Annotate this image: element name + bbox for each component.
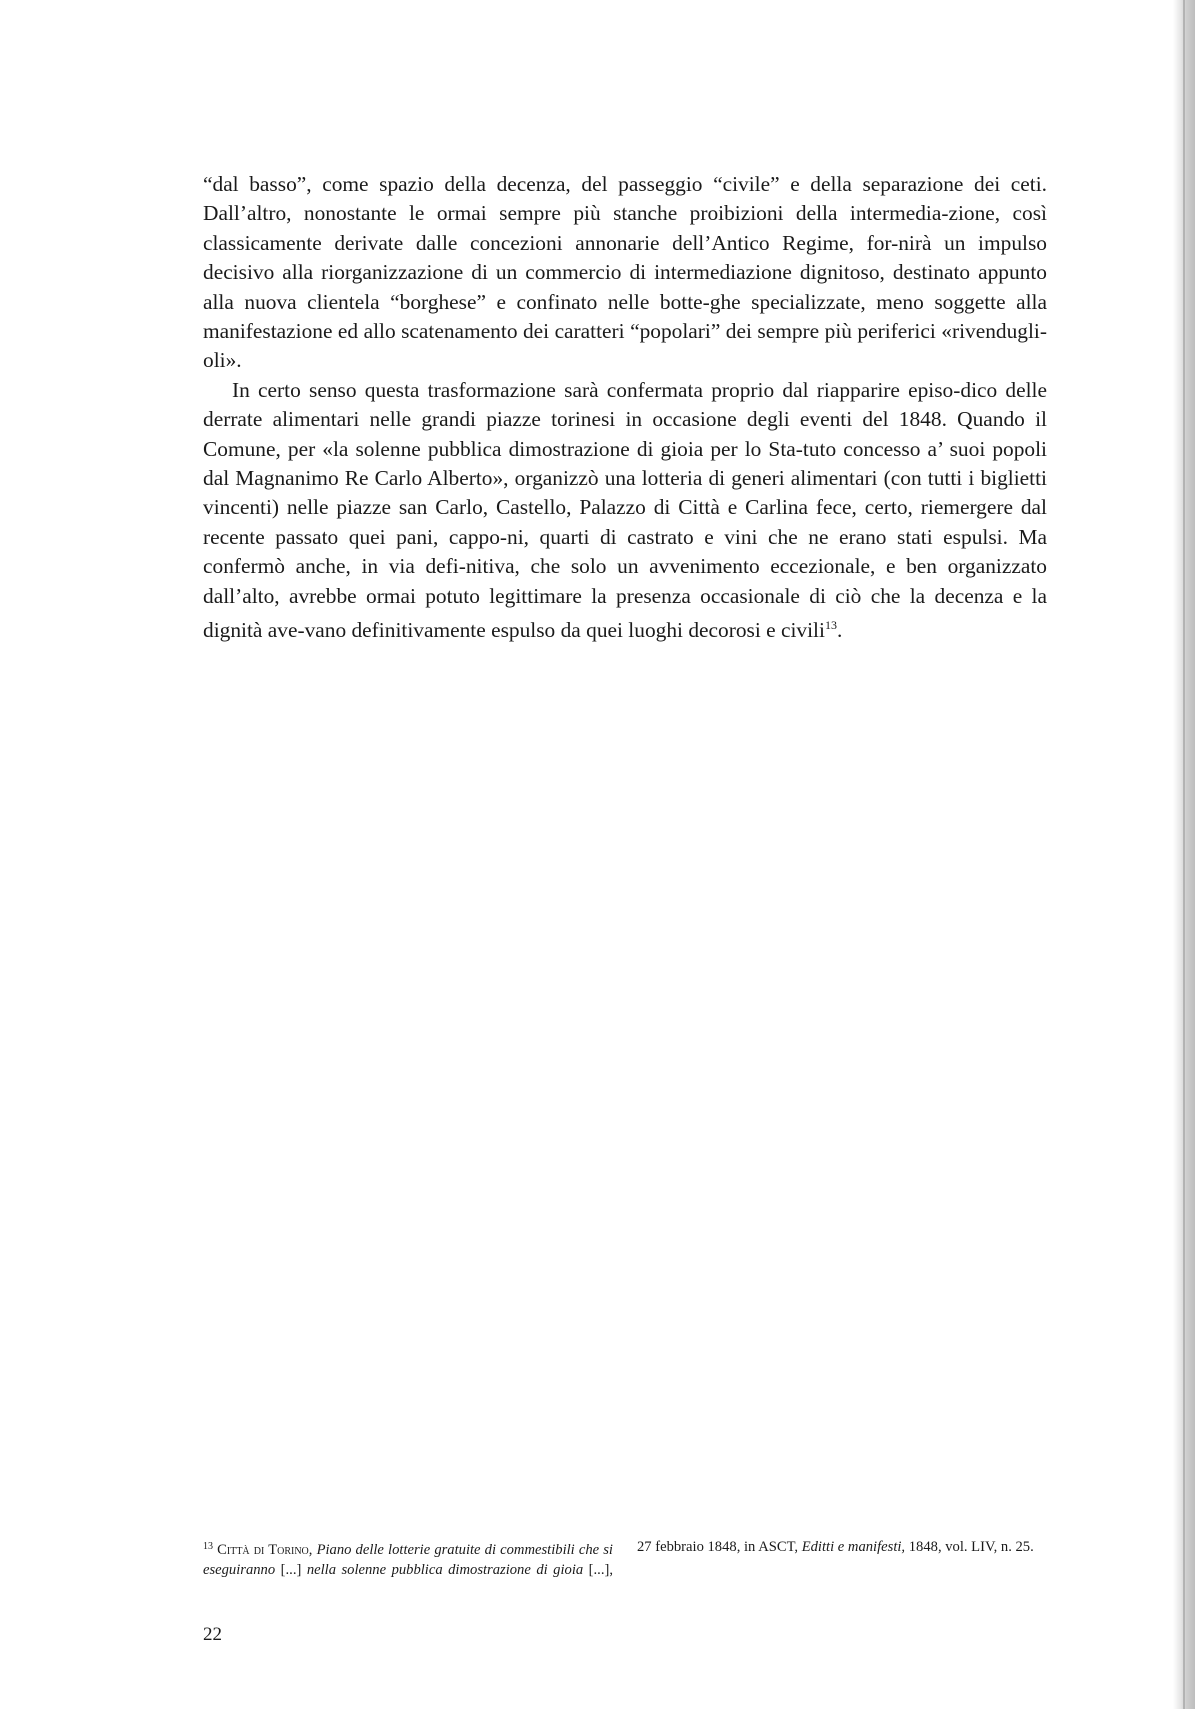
footnote-reference[interactable]: 13 [824, 618, 837, 633]
footnote-title: Piano delle lotterie gratuite di commestibili che si eseguiranno [203, 1542, 613, 1578]
body-text [203, 170, 1047, 646]
footnote-author: Città di Torino, [217, 1542, 313, 1558]
footnote-details: 1848, vol. LIV, n. 25. [908, 1539, 1034, 1555]
footnote-ellipsis-2: [...], [588, 1562, 613, 1578]
page-gutter-line [1183, 0, 1185, 1709]
footnote-collection: Editti e manifesti, [801, 1539, 906, 1555]
paragraph-2-text: In certo senso questa trasformazione sarà confermata proprio dal riapparire episo-dico delle derrate alimentari nelle grandi piazze torinesi in occasione degli eventi del 1848. Quando il Comune, per «la solenne pubblica dimostrazione di gioia per lo Sta-tuto concesso a’ suoi popoli dal Magnanimo Re Carlo Alberto», organizzò una lotteria di generi alimentari (con tutti i biglietti vincenti) nelle piazze san Carlo, Castello, Palazzo di Città e Carlina fece, certo, riemergere dal recente passato quei pani, cappo-ni, quarti di castrato e vini che ne erano stati espulsi. Ma confermò anche, in via defi-nitiva, che solo un avvenimento eccezionale, e ben organizzato dall’alto, avrebbe ormai potuto legittimare la presenza occasionale di ciò che la decenza e la dignità ave-vano definitivamente espulso da quei luoghi decorosi e civili [203, 377, 1047, 643]
page-number: 22 [203, 1624, 222, 1645]
footnote-title-2: nella solenne pubblica dimostrazione di gioia [306, 1562, 584, 1578]
paragraph-2: In certo senso questa trasformazione sarà confermata proprio dal riapparire episo-dico delle derrate alimentari nelle grandi piazze torinesi in occasione degli eventi del 1848. Quando il Comune, per «la solenne pubblica dimostrazione di gioia per lo Sta-tuto concesso a’ suoi popoli dal Magnanimo Re Carlo Alberto», organizzò una lotteria di generi alimentari (con tutti i biglietti vincenti) nelle piazze san Carlo, Castello, Palazzo di Città e Carlina fece, certo, riemergere dal recente passato quei pani, cappo-ni, quarti di castrato e vini che ne erano stati espulsi. Ma confermò anche, in via defi-nitiva, che solo un avvenimento eccezionale, e ben organizzato dall’alto, avrebbe ormai potuto legittimare la presenza occasionale di ciò che la decenza e la dignità ave-vano definitivamente espulso da quei luoghi decorosi e civili$^{13}$. [203, 377, 1047, 643]
footnote-ellipsis-1: [...] [280, 1562, 302, 1578]
footnote-13 [203, 1537, 1047, 1580]
footnote-number: 13 [203, 1541, 213, 1552]
paragraph-1: “dal basso”, come spazio della decenza, del passeggio “civile” e della separazione dei ceti. Dall’altro, nonostante le ormai sempre più stanche proibizioni della intermedia-zione, così classicamente derivate dalle concezioni annonarie dell’Antico Regime, for-nirà un impulso decisivo alla riorganizzazione di un commercio di intermediazione dignitoso, destinato appunto alla nuova clientela “borghese” e confinato nelle botte-ghe specializzate, meno soggette alla manifestazione ed allo scatenamento dei caratteri “popolari” dei sempre più periferici «rivenduglioli». [203, 172, 1047, 373]
footnote-date-archive: 27 febbraio 1848, in ASCT, [637, 1539, 799, 1555]
